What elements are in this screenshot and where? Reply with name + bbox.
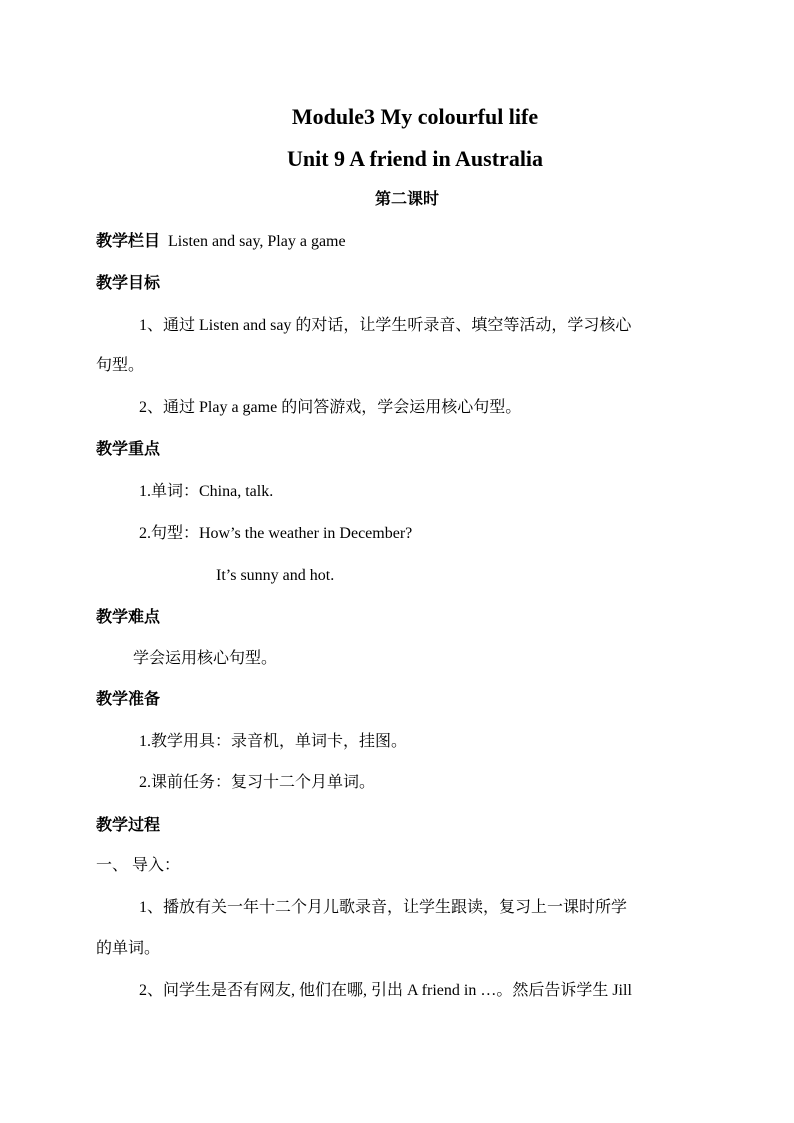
difficulty-1: 学会运用核心句型。 (133, 650, 278, 667)
unit-title: Unit 9 A friend in Australia (286, 146, 544, 171)
step-1-item-1-line-2: 的单词。 (96, 940, 161, 957)
teaching-columns-value: Listen and say, Play a game (168, 233, 346, 250)
step-1-title: 一、 导入： (96, 857, 181, 874)
difficulties-heading: 教学难点 (96, 609, 161, 626)
objective-1-line-2: 句型。 (96, 357, 145, 374)
objective-1-line-1: 1、通过 Listen and say 的对话，让学生听录音、填空等活动，学习核心 (139, 317, 632, 334)
objectives-heading: 教学目标 (96, 275, 161, 292)
teaching-columns-row (96, 232, 346, 252)
lesson-label: 第二课时 (374, 191, 439, 208)
objective-2: 2、通过 Play a game 的问答游戏，学会运用核心句型。 (139, 399, 522, 416)
step-1-item-2: 2、问学生是否有网友, 他们在哪, 引出 A friend in …。然后告诉学生 Jill (139, 982, 632, 999)
key-point-2-answer: It’s sunny and hot. (216, 567, 335, 584)
key-points-heading: 教学重点 (96, 441, 161, 458)
process-heading: 教学过程 (96, 817, 161, 834)
step-1-item-1-line-1: 1、播放有关一年十二个月儿歌录音，让学生跟读，复习上一课时所学 (139, 899, 628, 916)
preparation-1: 1.教学用具：录音机，单词卡，挂图。 (139, 733, 408, 750)
key-point-2: 2.句型：How’s the weather in December? (139, 525, 413, 542)
document-title: Module3 My colourful life (291, 104, 539, 129)
teaching-columns-label: 教学栏目 (96, 233, 161, 250)
preparation-heading: 教学准备 (96, 691, 161, 708)
preparation-2: 2.课前任务：复习十二个月单词。 (139, 774, 376, 791)
key-point-1: 1.单词：China, talk. (139, 483, 274, 500)
